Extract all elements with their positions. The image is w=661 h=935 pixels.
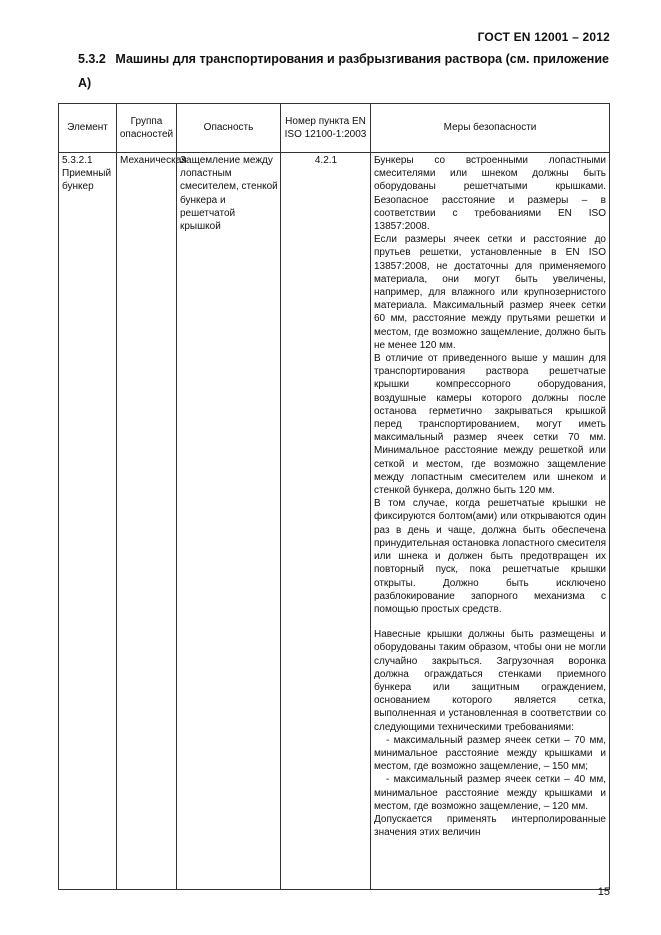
document-header: ГОСТ EN 12001 – 2012 [477,30,610,44]
cell-hazard: Защемление между лопастным смесителем, стенкой бункера и решетчатой крышкой [177,153,281,890]
cell-group: Механическая [117,153,177,890]
safety-table [58,103,610,890]
measure-paragraph: Допускается применять интерполированные значения этих величин [374,813,606,839]
measure-paragraph: Бункеры со встроенными лопастными смесителями или шнеком должны быть оборудованы решетчатыми крышками. Безопасное расстояние и размеры – в соответствии с требованиями EN ISO 13857:2008. [374,155,606,233]
cell-measures [371,153,610,890]
measure-list-item: - максимальный размер ячеек сетки – 70 мм, минимальное расстояние между крышками и местом, где возможно защемление, – 150 мм; [374,734,606,773]
section-heading [78,47,609,95]
col-header-group: Группа опасностей [117,104,177,153]
col-header-clause: Номер пункта EN ISO 12100-1:2003 [281,104,371,153]
section-number: 5.3.2 [78,52,106,66]
section-title: Машины для транспортирования и разбрызгивания раствора (см. приложение A) [78,52,609,90]
measure-list-item: - максимальный размер ячеек сетки – 40 мм, минимальное расстояние между крышками и местом, где возможно защемление, – 120 мм. [374,774,606,812]
measure-paragraph: В отличие от приведенного выше у машин для транспортирования раствора решетчатые крышки компрессорного оборудования, воздушные камеры которого должны после останова герметично закрываться крышкой перед транспортированием, могут иметь максимальный размер ячеек сетки 70 мм. Минимальное расстояние между решеткой или сеткой и местом, где возможно защемление между лопастным смесителем или шнеком и стенкой бункера, должно быть 120 мм. [374,353,606,497]
measure-paragraph: Если размеры ячеек сетки и расстояние до прутьев решетки, установленные в EN ISO 13857:2008, не достаточны для применяемого материала, они могут быть увеличены, например, для влажного или крупнозернистого материала. Максимальный размер ячеек сетки 60 мм, расстояние между прутьями решетки и местом, где возможно защемление, должно быть не менее 120 мм. [374,234,606,351]
cell-element: 5.3.2.1 Приемный бункер [59,153,117,890]
col-header-hazard: Опасность [177,104,281,153]
measure-paragraph: В том случае, когда решетчатые крышки не фиксируются болтом(ами) или открываются один раз в день и чаще, должна быть обеспечена принудительная остановка лопастного смесителя или шнека и должен быть предотвращен их повторный пуск, пока решетчатые крышки открыты. Должно быть исключено разблокирование запорного механизма с помощью простых средств. [374,498,607,615]
table-header-row [59,104,610,153]
cell-clause: 4.2.1 [281,153,371,890]
col-header-element: Элемент [59,104,117,153]
measure-paragraph: Навесные крышки должны быть размещены и оборудованы таким образом, чтобы они не могли случайно закрыться. Загрузочная воронка должна ограждаться стенками приемного бункера или защитным ограждением, основанием которого является сетка, выполненная и установленная в соответствии со следующими техническими требованиями: [374,629,606,733]
col-header-measures: Меры безопасности [371,104,610,153]
table-row [59,153,610,890]
page-number: 15 [597,886,610,898]
